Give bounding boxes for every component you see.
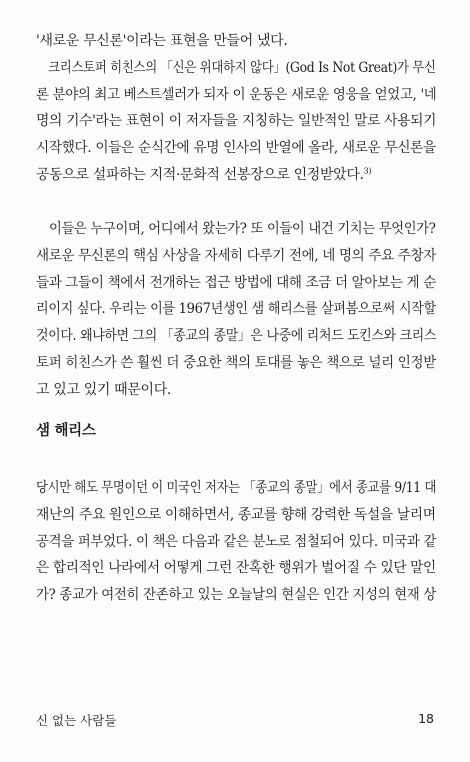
text-line: 토퍼 히친스가 쓴 훨씬 더 중요한 책의 토대를 놓은 책으로 널리 인정받	[36, 354, 436, 371]
page-number: 18	[418, 711, 434, 726]
text-line: 이들은 누구이며, 어디에서 왔는가? 또 이들이 내건 기치는 무엇인가?	[36, 221, 436, 237]
text-line: 론 분야의 최고 베스트셀러가 되자 이 운동은 새로운 영웅을 얻었고, '네	[36, 86, 437, 103]
text-line: 것이다. 왜냐하면 그의 「종교의 종말」은 나중에 리처드 도킨스와 크리스	[36, 328, 437, 345]
text-line: 들과 그들이 책에서 전개하는 접근 방법에 대해 조금 더 알아보는 게 순	[36, 274, 436, 291]
paragraph-intro	[36, 28, 436, 189]
section-heading: 샘 해리스	[36, 423, 96, 439]
text-line: '새로운 무신론'이라는 표현을 만들어 냈다.	[36, 33, 288, 49]
text-line-with-footnote	[36, 162, 436, 189]
paragraph-sam-harris	[36, 475, 436, 609]
text-line: 공격을 퍼부었다. 이 책은 다음과 같은 분노로 점철되어 있다. 미국과 같	[36, 533, 437, 550]
text-line: 고 있고 있기 때문이다.	[36, 381, 171, 398]
text-line-content: 공동으로 설파하는 지적·문화적 선봉장으로 인정받았다.	[36, 166, 364, 183]
text-line: 재난의 주요 원인으로 이해하면서, 종교를 향해 강력한 독설을 날리며	[36, 506, 436, 523]
text-line: 당시만 해도 무명이던 이 미국인 저자는 「종교의 종말」에서 종교를 9/11 대	[36, 480, 437, 496]
text-line: 은 합리적인 나라에서 어떻게 그런 잔혹한 행위가 벌어질 수 있단 말인	[36, 560, 436, 577]
text-line: 시작했다. 이들은 순식간에 유명 인사의 반열에 올라, 새로운 무신론을	[36, 140, 436, 157]
text-line: 리이지 싶다. 우리는 이를 1967년생인 샘 해리스를 살펴봄으로써 시작할	[36, 301, 436, 318]
text-line: 크리스토퍼 히친스의 「신은 위대하지 않다」(God Is Not Great)가 무신	[36, 59, 436, 76]
text-line: 새로운 무신론의 핵심 사상을 자세히 다루기 전에, 네 명의 주요 주창자	[36, 247, 436, 264]
running-footer-title: 신 없는 사람들	[36, 713, 117, 728]
text-line: 가? 종교가 여전히 잔존하고 있는 오늘날의 현실은 인간 지성의 현재 상	[36, 587, 437, 604]
paragraph-who-are-they	[36, 216, 436, 404]
text-line: 명의 기수'라는 표현이 이 저자들을 지칭하는 일반적인 말로 사용되기	[36, 113, 437, 130]
footnote-marker: 3)	[363, 166, 372, 176]
